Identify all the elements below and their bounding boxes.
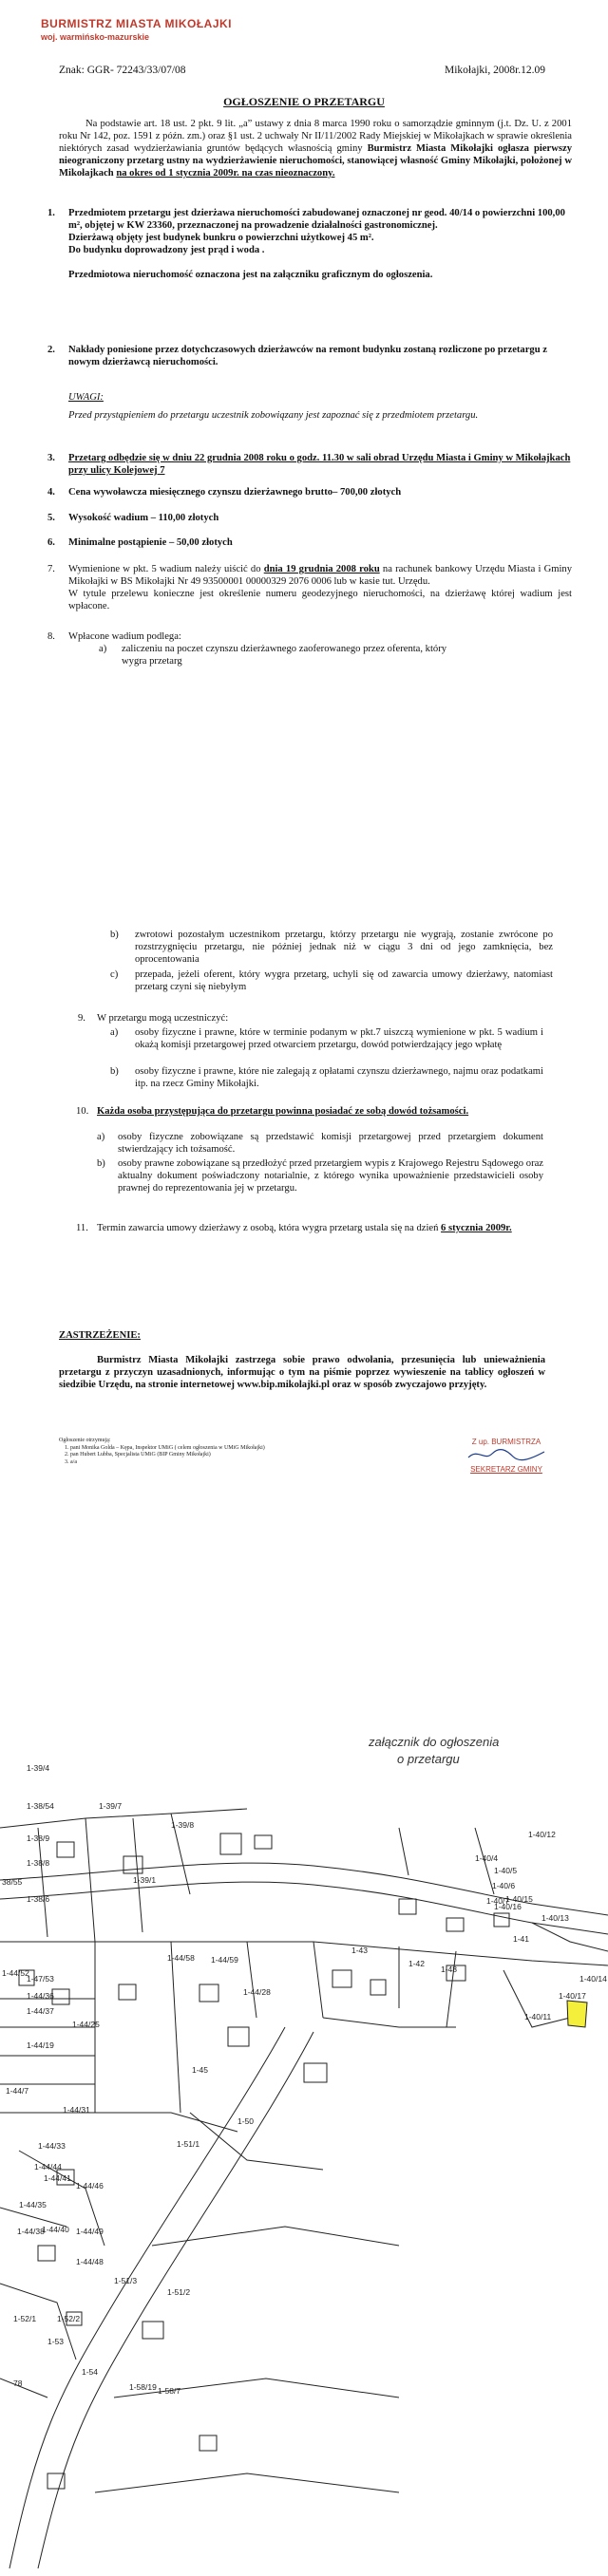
parcel-label: 1-45 bbox=[192, 2065, 209, 2075]
item-9a-letter: a) bbox=[110, 1027, 119, 1038]
parcel-label: 1-40/4 bbox=[475, 1853, 499, 1863]
parcel-label: 1-50 bbox=[238, 2116, 255, 2126]
item-9-text: W przetargu mogą uczestniczyć: bbox=[97, 1013, 229, 1024]
item-9b-text: osoby fizyczne i prawne, które nie zalegają z opłatami czynszu dzierżawnego, najmu oraz podatkami itp. na rzecz Gminy Mikołajki. bbox=[135, 1066, 543, 1089]
item-8-text: Wpłacone wadium podlega: bbox=[68, 631, 181, 642]
distribution-item-2: 2. pan Hubert Lubba, Specjalista UMiG (BIP Gminy Mikołajki) bbox=[65, 1452, 211, 1457]
parcel-label: 1-44/59 bbox=[211, 1955, 238, 1965]
item-1-utilities: Do budynku doprowadzony jest prąd i woda . bbox=[68, 245, 265, 255]
item-6-text: Minimalne postąpienie – 50,00 złotych bbox=[68, 537, 233, 548]
parcel-label: 1-43 bbox=[352, 1946, 369, 1955]
item-4 bbox=[48, 486, 572, 498]
item-8b-text: zwrotowi pozostałym uczestnikom przetargu, którzy przetargu nie wygrają, zostanie zwrócone po rozstrzygnięciu przetargu, nie później jednak niż w ciągu 3 dni od jego zamknięcia, bez oprocentowania bbox=[135, 930, 553, 965]
item-7-deadline: dnia 19 grudnia 2008 roku bbox=[263, 564, 380, 574]
item-1-attachment: Przedmiotowa nieruchomość oznaczona jest na załączniku graficznym do ogłoszenia. bbox=[68, 270, 433, 280]
stamp-line-1: Z up. BURMISTRZA bbox=[471, 1438, 542, 1446]
parcel-label: 1-44/35 bbox=[19, 2200, 47, 2209]
item-10-text: Każda osoba przystępująca do przetargu powinna posiadać ze sobą dowód tożsamości. bbox=[97, 1106, 469, 1117]
item-3 bbox=[48, 452, 572, 477]
item-7-account: na rachunek bankowy Urzędu Miasta i Gminy Mikołajki w BS Mikołajki Nr 49 93500001 00000329 2076 0006 lub w kasie tut. Urzędu. bbox=[68, 564, 572, 587]
item-2-text: Nakłady poniesione przez dotychczasowych dzierżawców na remont budynku zostaną rozliczone po przetargu z nowym dzierżawcą nieruchomości. bbox=[68, 345, 547, 367]
item-3-text: Przetarg odbędzie się w dniu 22 grudnia 2008 roku o godz. 11.30 w sali obrad Urzędu Miasta i Gminy w Mikołajkach przy ulicy Kolejowej 7 bbox=[68, 453, 571, 476]
notes-block bbox=[68, 391, 572, 422]
parcel-label: 1-44/28 bbox=[243, 1987, 271, 1997]
document-sign: Znak: GGR- 72243/33/07/08 bbox=[59, 65, 186, 76]
item-5-number: 5. bbox=[48, 513, 55, 523]
place-date: Mikołajki, 2008r.12.09 bbox=[445, 65, 546, 76]
item-9-number: 9. bbox=[78, 1013, 86, 1024]
item-8b-letter: b) bbox=[110, 930, 119, 940]
parcel-label: 1-58/19 bbox=[129, 2382, 157, 2392]
item-7-number: 7. bbox=[48, 564, 55, 574]
item-8a-text: zaliczeniu na poczet czynszu dzierżawnego zaoferowanego przez oferenta, który wygra przetarg bbox=[122, 644, 447, 667]
parcel-label: 1-53 bbox=[48, 2337, 65, 2346]
distribution-item-3: 3. a/a bbox=[65, 1458, 77, 1465]
item-11-number: 11. bbox=[76, 1223, 88, 1233]
item-2-number: 2. bbox=[48, 345, 55, 355]
parcel-label: 1-39/1 bbox=[133, 1875, 157, 1885]
item-1-building: Dzierżawą objęty jest budynek bunkru o powierzchni użytkowej 45 m². bbox=[68, 233, 374, 243]
distribution-item-1: 1. pani Monika Golda – Kępa, Inspektor UMiG ( celem ogłoszenia w UMiG Mikołajki) bbox=[65, 1444, 265, 1451]
stamp-line-2: SEKRETARZ GMINY bbox=[470, 1465, 542, 1474]
parcel-label: 1-44/48 bbox=[76, 2257, 104, 2266]
parcel-label: 1-38/9 bbox=[27, 1833, 50, 1843]
item-8c-letter: c) bbox=[110, 969, 119, 980]
parcel-label: 78 bbox=[13, 2379, 23, 2388]
item-10b-text: osoby prawne zobowiązane są przedłożyć przed przetargiem wypis z Krajowego Rejestru Sądowego oraz aktualny dokument poświadczony notarialnie, z którego wynika upoważnienie przedstawicieli osoby prawnej do reprezentowania jej w przetargu. bbox=[118, 1158, 543, 1194]
parcel-label: 1-48 bbox=[441, 1965, 458, 1974]
parcel-label: 1-39/4 bbox=[27, 1763, 50, 1773]
item-10a-letter: a) bbox=[97, 1132, 105, 1142]
parcel-label: 1-54 bbox=[82, 2367, 99, 2377]
office-stamp bbox=[41, 17, 232, 42]
parcel-label: 1-44/37 bbox=[27, 2006, 54, 2016]
distribution-list bbox=[59, 1438, 265, 1466]
item-10-number: 10. bbox=[76, 1106, 89, 1117]
page-3-map bbox=[0, 1714, 608, 2576]
item-11-date: 6 stycznia 2009r. bbox=[441, 1223, 512, 1233]
parcel-label: 1-39/7 bbox=[99, 1801, 123, 1811]
parcel-label: 1-44/52 bbox=[2, 1968, 29, 1978]
parcel-label: 1-44/46 bbox=[76, 2181, 104, 2191]
item-6-number: 6. bbox=[48, 537, 55, 548]
intro-announcement: Burmistrz Miasta Mikołajki ogłasza pierwszy nieograniczony przetarg ustny na wydzierżawienie nieruchomości, stanowiącej własność Gminy Mikołajki, położonej w Mikołajkach bbox=[59, 143, 572, 179]
item-7 bbox=[48, 563, 572, 612]
parcel-label: 1-40/16 bbox=[494, 1902, 522, 1911]
parcel-label: 1-42 bbox=[408, 1959, 426, 1968]
parcel-label: 1-44/40 bbox=[42, 2225, 69, 2234]
item-9b-letter: b) bbox=[110, 1066, 119, 1077]
parcel-label: 1-44/31 bbox=[63, 2105, 90, 2115]
distribution-heading: Ogłoszenie otrzymują: bbox=[59, 1438, 111, 1443]
parcel-label: 1-51/3 bbox=[114, 2276, 138, 2285]
item-3-number: 3. bbox=[48, 453, 55, 463]
parcel-label: 1-51/2 bbox=[167, 2287, 191, 2297]
parcel-label: 1-44/41 bbox=[44, 2173, 71, 2183]
notes-text: Przed przystąpieniem do przetargu uczestnik zobowiązany jest zapoznać się z przedmiotem przetargu. bbox=[68, 410, 479, 421]
map-note-line-1: załącznik do ogłoszenia bbox=[369, 1735, 500, 1749]
parcel-label: 1-52/2 bbox=[57, 2314, 81, 2323]
item-8 bbox=[48, 630, 572, 643]
stamp-region: woj. warmińsko-mazurskie bbox=[41, 32, 150, 42]
item-4-text: Cena wywoławcza miesięcznego czynszu dzierżawnego brutto– 700,00 złotych bbox=[68, 487, 402, 498]
item-1 bbox=[48, 207, 572, 281]
parcel-label: 38/55 bbox=[2, 1877, 23, 1887]
parcel-label: 1-47/53 bbox=[27, 1974, 54, 1984]
item-2 bbox=[48, 344, 572, 368]
intro-period: na okres od 1 stycznia 2009r. na czas nieoznaczony. bbox=[116, 168, 335, 179]
item-1-number: 1. bbox=[48, 208, 55, 218]
item-6 bbox=[48, 536, 572, 549]
cadastral-map bbox=[0, 1714, 608, 2576]
parcel-label: 1-40/5 bbox=[494, 1866, 518, 1875]
page-1 bbox=[0, 0, 608, 855]
parcel-label: 1-44/49 bbox=[76, 2227, 104, 2236]
stamp-org: BURMISTRZ MIASTA MIKOŁAJKI bbox=[41, 17, 232, 30]
item-8c-text: przepada, jeżeli oferent, który wygra przetarg, uchyli się od zawarcia umowy dzierżawy, natomiast przetarg czyni się niebyłym bbox=[135, 969, 553, 992]
parcel-label: 1-44/38 bbox=[17, 2227, 45, 2236]
item-4-number: 4. bbox=[48, 487, 55, 498]
item-7-transfer-title: W tytule przelewu konieczne jest określenie numeru geodezyjnego nieruchomości, na dzierżawę której wadium jest wpłacone. bbox=[68, 589, 572, 611]
intro-legal: Na podstawie art. 18 ust. 2 pkt. 9 lit. „a” ustawy z dnia 8 marca 1990 roku o samorządzie gminnym (j.t. Dz. U. z 2001 roku Nr 142, poz. 1591 z późn. zm.) oraz §1 ust. 2 uchwały Nr II/11/2002 Rady Miejskiej w Mikołajkach w sprawie określenia niektórych zasad wydzierżawiania gruntów będących własnością gminy bbox=[59, 119, 572, 154]
parcel-label: 1-39/8 bbox=[171, 1820, 195, 1830]
page-title: OGŁOSZENIE O PRZETARGU bbox=[223, 95, 385, 108]
parcel-label: 1-40/14 bbox=[580, 1974, 607, 1984]
item-5 bbox=[48, 512, 572, 524]
parcel-label: 1-40/17 bbox=[559, 1991, 586, 2001]
intro-paragraph bbox=[59, 118, 572, 179]
signature-scribble bbox=[464, 1446, 549, 1463]
parcel-label: 1-40/13 bbox=[542, 1913, 569, 1923]
parcel-label: 1-40/15 bbox=[505, 1894, 533, 1904]
parcel-label: 1-44/33 bbox=[38, 2141, 66, 2151]
parcel-label: 1-44/44 bbox=[34, 2162, 62, 2172]
item-8a-letter: a) bbox=[99, 644, 107, 654]
parcel-label: 1-38/54 bbox=[27, 1801, 54, 1811]
item-5-text: Wysokość wadium – 110,00 złotych bbox=[68, 513, 219, 523]
signature-stamp bbox=[445, 1438, 568, 1474]
item-11-text-a: Termin zawarcia umowy dzierżawy z osobą, która wygra przetarg ustala się na dzień bbox=[97, 1223, 442, 1233]
notes-heading: UWAGI: bbox=[68, 392, 104, 403]
leased-parcel-highlight bbox=[567, 2001, 587, 2027]
reservation-text: Burmistrz Miasta Mikołajki zastrzega sobie prawo odwołania, przesunięcia lub unieważnienia przetargu z przyczyn uzasadnionych, informując o tym na piśmie poprzez wywieszenie na tablicy ogłoszeń w siedzibie Urzędu, na stronie internetowej www.bip.mikolajki.pl oraz w sposób zwyczajowo przyjęty. bbox=[59, 1355, 545, 1390]
parcel-label: 1-40/6 bbox=[492, 1881, 516, 1890]
item-7-text-a: Wymienione w pkt. 5 wadium należy uiścić do bbox=[68, 564, 264, 574]
parcel-label: 1-51/1 bbox=[177, 2139, 200, 2149]
item-8-number: 8. bbox=[48, 631, 55, 642]
parcel-label: 1-52/1 bbox=[13, 2314, 37, 2323]
parcel-label: 1-44/58 bbox=[167, 1953, 195, 1963]
reservation-heading: ZASTRZEŻENIE: bbox=[59, 1330, 141, 1341]
parcel-label: 1-41 bbox=[513, 1934, 530, 1944]
parcel-label: 1-44/25 bbox=[72, 2020, 100, 2029]
parcel-label: 1-40/7 bbox=[486, 1896, 510, 1906]
page-2 bbox=[0, 855, 608, 1714]
item-11-text bbox=[97, 1222, 543, 1234]
parcel-label: 1-40/11 bbox=[524, 2012, 552, 2021]
parcel-label: 1-38/6 bbox=[27, 1894, 50, 1904]
item-1-subject: Przedmiotem przetargu jest dzierżawa nieruchomości zabudowanej oznaczonej nr geod. 40/14 o powierzchni 100,00 m², objętej w KW 23360, przeznaczonej na prowadzenie działalności gastronomicznej. bbox=[68, 208, 565, 231]
item-9a-text: osoby fizyczne i prawne, które w terminie podanym w pkt.7 uiszczą wymienione w pkt. 5 wadium i okażą komisji przetargowej przed otwarciem przetargu, dowód potwierdzający jego wpłatę bbox=[135, 1027, 543, 1050]
item-10b-letter: b) bbox=[97, 1158, 105, 1169]
parcel-label: 1-58/7 bbox=[158, 2386, 181, 2396]
parcel-label: 1-44/36 bbox=[27, 1991, 54, 2001]
parcel-label: 1-40/12 bbox=[528, 1830, 556, 1839]
parcel-label: 1-38/8 bbox=[27, 1858, 50, 1868]
map-note-line-2: o przetargu bbox=[397, 1752, 460, 1766]
item-10a-text: osoby fizyczne zobowiązane są przedstawić komisji przetargowej przed przetargiem dokument stwierdzający ich tożsamość. bbox=[118, 1132, 543, 1155]
parcel-label: 1-44/19 bbox=[27, 2040, 54, 2050]
parcel-label: 1-44/7 bbox=[6, 2086, 29, 2096]
